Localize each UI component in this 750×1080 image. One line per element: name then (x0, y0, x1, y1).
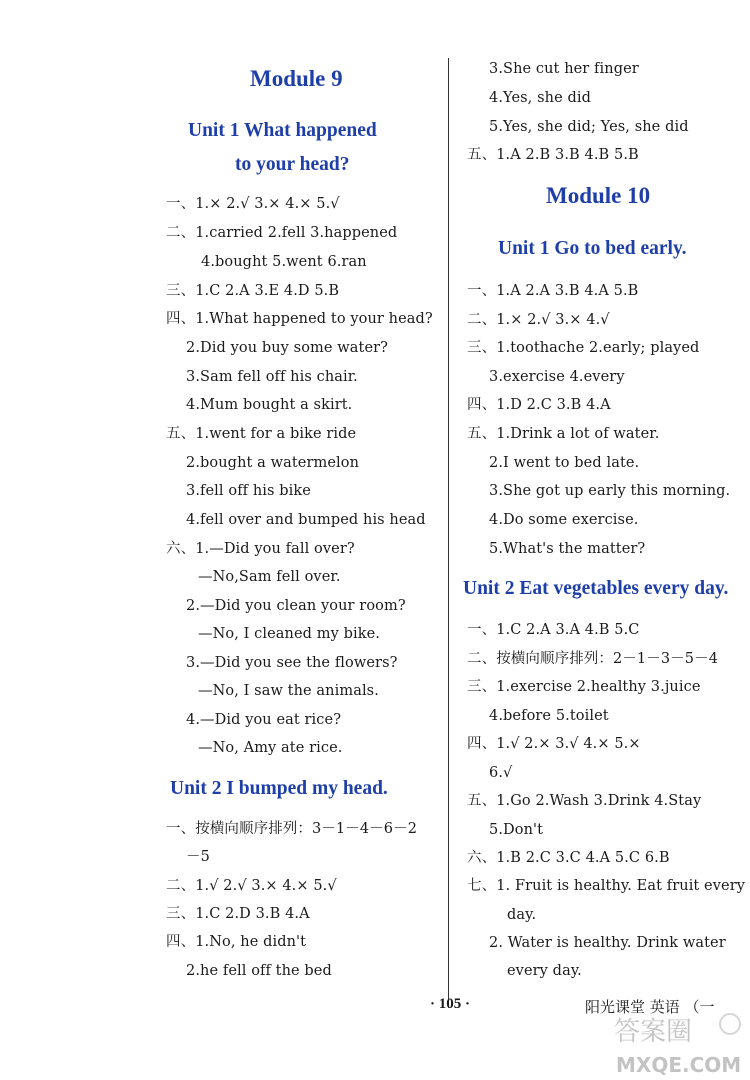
answer-line: 五、1.went for a bike ride (166, 426, 357, 442)
answer-line: 一、按横向顺序排列：3－1－4－6－2 (166, 821, 418, 837)
answer-line: 2.bought a watermelon (186, 455, 360, 471)
answer-line: 2.Did you buy some water? (186, 340, 389, 356)
answer-line: 五、1.Drink a lot of water. (467, 426, 660, 442)
answer-line: 4.fell over and bumped his head (186, 512, 426, 528)
answer-line: 6.√ (489, 765, 513, 781)
answer-line: 5.Yes, she did; Yes, she did (489, 119, 689, 135)
answer-line: 3.Sam fell off his chair. (186, 369, 358, 385)
watermark-logo (612, 1010, 750, 1080)
module-10-title: Module 10 (546, 183, 651, 208)
answer-line: 四、1.D 2.C 3.B 4.A (467, 397, 611, 413)
answer-line: 4.Do some exercise. (489, 512, 639, 528)
answer-line: 3.exercise 4.every (489, 369, 625, 385)
answer-line: 2. Water is healthy. Drink water (489, 935, 726, 951)
answer-line: —No, Amy ate rice. (198, 740, 343, 756)
answer-line: 二、1.carried 2.fell 3.happened (166, 225, 398, 241)
answer-line: 三、1.exercise 2.healthy 3.juice (467, 679, 701, 695)
answer-line: —No, I saw the animals. (198, 683, 379, 699)
watermark-text-bottom: MXQE.COM (616, 1053, 742, 1077)
answer-line: 5.What's the matter? (489, 541, 646, 557)
answer-line: 3.fell off his bike (186, 483, 311, 499)
page-number: · 105 · (430, 996, 471, 1012)
unit-1-title-line1: Unit 1 What happened (188, 120, 377, 141)
answer-line: －5 (186, 849, 210, 865)
answer-line: 三、1.toothache 2.early; played (467, 340, 700, 356)
watermark-text-top: 答案圈 (614, 1017, 693, 1047)
answer-line: 3.She got up early this morning. (489, 483, 731, 499)
answer-line: 五、1.A 2.B 3.B 4.B 5.B (467, 147, 639, 163)
answer-line: 二、按横向顺序排列：2－1－3－5－4 (467, 651, 719, 667)
unit-2-title: Unit 2 Eat vegetables every day. (463, 578, 729, 599)
unit-2-title: Unit 2 I bumped my head. (170, 778, 388, 799)
answer-line: —No, I cleaned my bike. (198, 626, 381, 642)
answer-line: 2.he fell off the bed (186, 963, 332, 979)
answer-line: 一、1.A 2.A 3.B 4.A 5.B (467, 283, 639, 299)
answer-line: 3.She cut her finger (489, 61, 639, 77)
answer-line: 3.—Did you see the flowers? (186, 655, 398, 671)
answer-line: 4.Mum bought a skirt. (186, 397, 353, 413)
unit-1-title-line2: to your head? (235, 154, 350, 175)
unit-1-title: Unit 1 Go to bed early. (498, 238, 687, 259)
answer-line: 5.Don't (489, 822, 544, 838)
answer-line: 四、1.What happened to your head? (166, 311, 433, 327)
answer-line: 4.before 5.toilet (489, 708, 609, 724)
answer-line: 三、1.C 2.A 3.E 4.D 5.B (166, 283, 340, 299)
answer-line: 2.I went to bed late. (489, 455, 640, 471)
column-divider (448, 58, 449, 1008)
answer-line: 4.Yes, she did (489, 90, 591, 106)
answer-line: 一、1.× 2.√ 3.× 4.× 5.√ (166, 196, 340, 212)
answer-line: day. (507, 907, 537, 923)
answer-line: 四、1.No, he didn't (166, 934, 307, 950)
answer-line: 二、1.× 2.√ 3.× 4.√ (467, 312, 610, 328)
module-9-title: Module 9 (250, 66, 343, 91)
book-title: 阳光课堂 英语 （一 (585, 998, 715, 1016)
answer-line: 三、1.C 2.D 3.B 4.A (166, 906, 310, 922)
answer-line: 二、1.√ 2.√ 3.× 4.× 5.√ (166, 878, 337, 894)
answer-line: 五、1.Go 2.Wash 3.Drink 4.Stay (467, 793, 702, 809)
answer-line: 四、1.√ 2.× 3.√ 4.× 5.× (467, 736, 641, 752)
answer-line: every day. (507, 963, 582, 979)
answer-line: 4.—Did you eat rice? (186, 712, 342, 728)
answer-line: 2.—Did you clean your room? (186, 598, 406, 614)
answer-line: 4.bought 5.went 6.ran (201, 254, 367, 270)
answer-line: 六、1.B 2.C 3.C 4.A 5.C 6.B (467, 850, 670, 866)
answer-line: 七、1. Fruit is healthy. Eat fruit every (467, 878, 746, 894)
answer-line: 六、1.—Did you fall over? (166, 541, 355, 557)
answer-line: 一、1.C 2.A 3.A 4.B 5.C (467, 622, 640, 638)
answer-line: —No,Sam fell over. (198, 569, 341, 585)
